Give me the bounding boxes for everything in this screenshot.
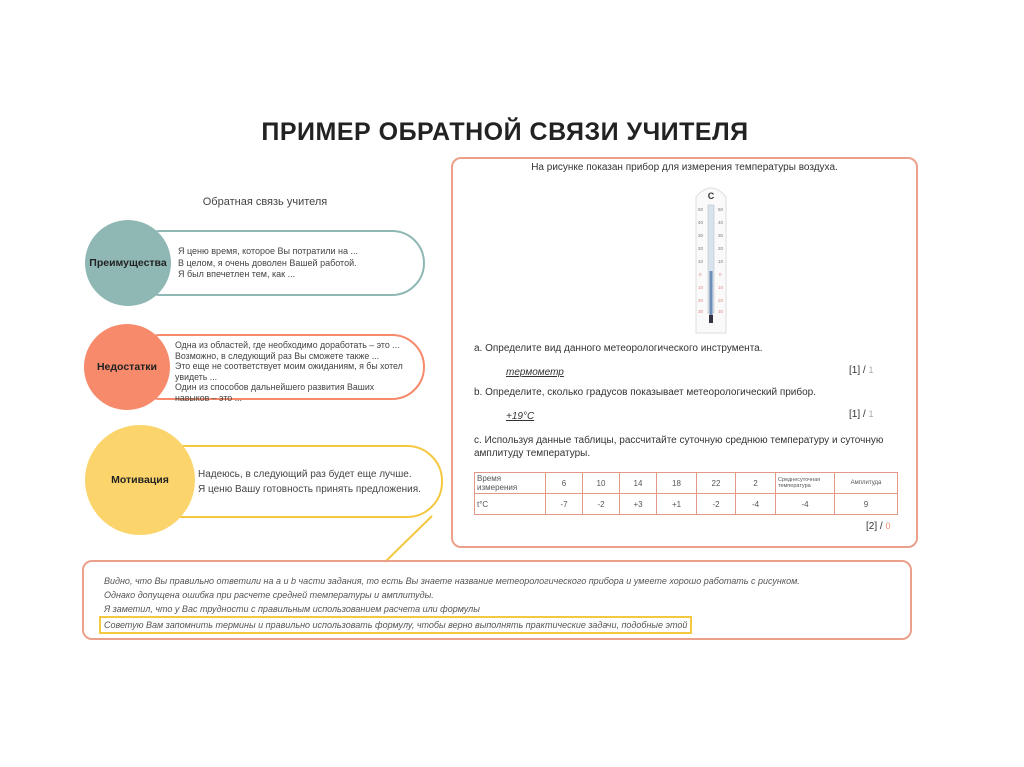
- svg-text:10: 10: [698, 259, 704, 264]
- svg-text:20: 20: [718, 298, 724, 303]
- motivation-label: Мотивация: [111, 474, 169, 486]
- svg-text:30: 30: [698, 233, 704, 238]
- svg-text:0: 0: [699, 272, 702, 277]
- svg-text:50: 50: [698, 207, 704, 212]
- answer-b: +19°C: [506, 411, 535, 422]
- table-header-row: [475, 473, 898, 494]
- shortcomings-label: Недостатки: [96, 361, 158, 373]
- shortcomings-circle: [84, 324, 170, 410]
- phrase: Одна из областей, где необходимо доработать – это ...: [175, 340, 400, 350]
- feedback-heading: Обратная связь учителя: [202, 196, 328, 208]
- shortcomings-pill: [128, 334, 425, 403]
- svg-text:20: 20: [698, 298, 704, 303]
- table-cell: Время измерения: [475, 473, 546, 494]
- phrase: Это еще не соответствует моим ожиданиям, я бы хотел увидеть ...: [175, 361, 403, 382]
- table-cell: 6: [546, 473, 583, 494]
- table-cell: 14: [620, 473, 657, 494]
- table-cell: Амплитуда: [835, 473, 898, 494]
- table-cell: -4: [736, 494, 776, 515]
- score-b: [1] / 1: [849, 409, 874, 420]
- answer-a: термометр: [506, 367, 564, 378]
- phrase: Я ценю время, которое Вы потратили на ...: [178, 246, 359, 256]
- svg-text:10: 10: [718, 285, 724, 290]
- table-cell: 2: [736, 473, 776, 494]
- svg-text:0: 0: [719, 272, 722, 277]
- svg-text:20: 20: [718, 246, 724, 251]
- table-cell: 18: [657, 473, 697, 494]
- table-cell: -7: [546, 494, 583, 515]
- teacher-comment-box: [82, 560, 912, 640]
- table-cell: 10: [583, 473, 620, 494]
- page-title: ПРИМЕР ОБРАТНОЙ СВЯЗИ УЧИТЕЛЯ: [261, 118, 749, 146]
- svg-text:20: 20: [698, 246, 704, 251]
- svg-text:40: 40: [698, 220, 704, 225]
- svg-text:40: 40: [718, 220, 724, 225]
- comment-line: Видно, что Вы правильно ответили на a и b части задания, то есть Вы знаете название метеорологического прибора и умеете хорошо работать с рисунком.: [104, 576, 800, 586]
- phrase: Я ценю Вашу готовность принять предложения.: [198, 484, 421, 495]
- score-c: [2] / 0: [866, 521, 891, 532]
- question-c: c. Используя данные таблицы, рассчитайте суточную среднюю температуру и суточную амплитуду температуры.: [474, 435, 884, 459]
- table-cell: 9: [835, 494, 898, 515]
- phrase: Один из способов дальнейшего развития Ваших навыков – это ...: [175, 382, 375, 403]
- svg-text:30: 30: [718, 233, 724, 238]
- table-row: [475, 494, 898, 515]
- advantages-label: Преимущества: [89, 257, 167, 269]
- advantages-circle: [85, 220, 171, 306]
- svg-text:30: 30: [718, 309, 724, 314]
- score-a: [1] / 1: [849, 365, 874, 376]
- motivation-circle: [85, 425, 195, 535]
- phrase: Я был впечетлен тем, как ...: [178, 269, 296, 279]
- phrase: Надеюсь, в следующий раз будет еще лучше.: [198, 469, 412, 480]
- comment-line: Я заметил, что у Вас трудности с правильным использованием расчета или формулы: [104, 604, 480, 614]
- task-intro: На рисунке показан прибор для измерения температуры воздуха.: [531, 162, 838, 173]
- table-cell: 22: [697, 473, 736, 494]
- thermometer-image: [694, 183, 728, 335]
- table-cell: -2: [697, 494, 736, 515]
- svg-text:10: 10: [718, 259, 724, 264]
- phrase: В целом, я очень доволен Вашей работой.: [178, 257, 357, 268]
- table-cell: -4: [776, 494, 835, 515]
- comment-highlighted-advice: Советую Вам запомнить термины и правильно использовать формулу, чтобы верно выполнять практические задачи, подобные этой: [99, 616, 692, 634]
- question-a: a. Определите вид данного метеорологического инструмента.: [474, 343, 763, 354]
- svg-text:10: 10: [698, 285, 704, 290]
- table-cell: Среднесуточная температура: [776, 473, 835, 494]
- table-cell: t°C: [475, 494, 546, 515]
- table-cell: +1: [657, 494, 697, 515]
- temperature-table: [474, 472, 898, 515]
- svg-text:30: 30: [698, 309, 704, 314]
- comment-line: Однако допущена ошибка при расчете средней температуры и амплитуды.: [104, 590, 434, 600]
- question-b: b. Определите, сколько градусов показывает метеорологический прибор.: [474, 387, 817, 398]
- thermometer-unit: C: [707, 191, 715, 201]
- table-cell: -2: [583, 494, 620, 515]
- advantages-pill: [128, 230, 425, 296]
- svg-text:50: 50: [718, 207, 724, 212]
- table-cell: +3: [620, 494, 657, 515]
- phrase: Возможно, в следующий раз Вы сможете также ...: [175, 350, 380, 361]
